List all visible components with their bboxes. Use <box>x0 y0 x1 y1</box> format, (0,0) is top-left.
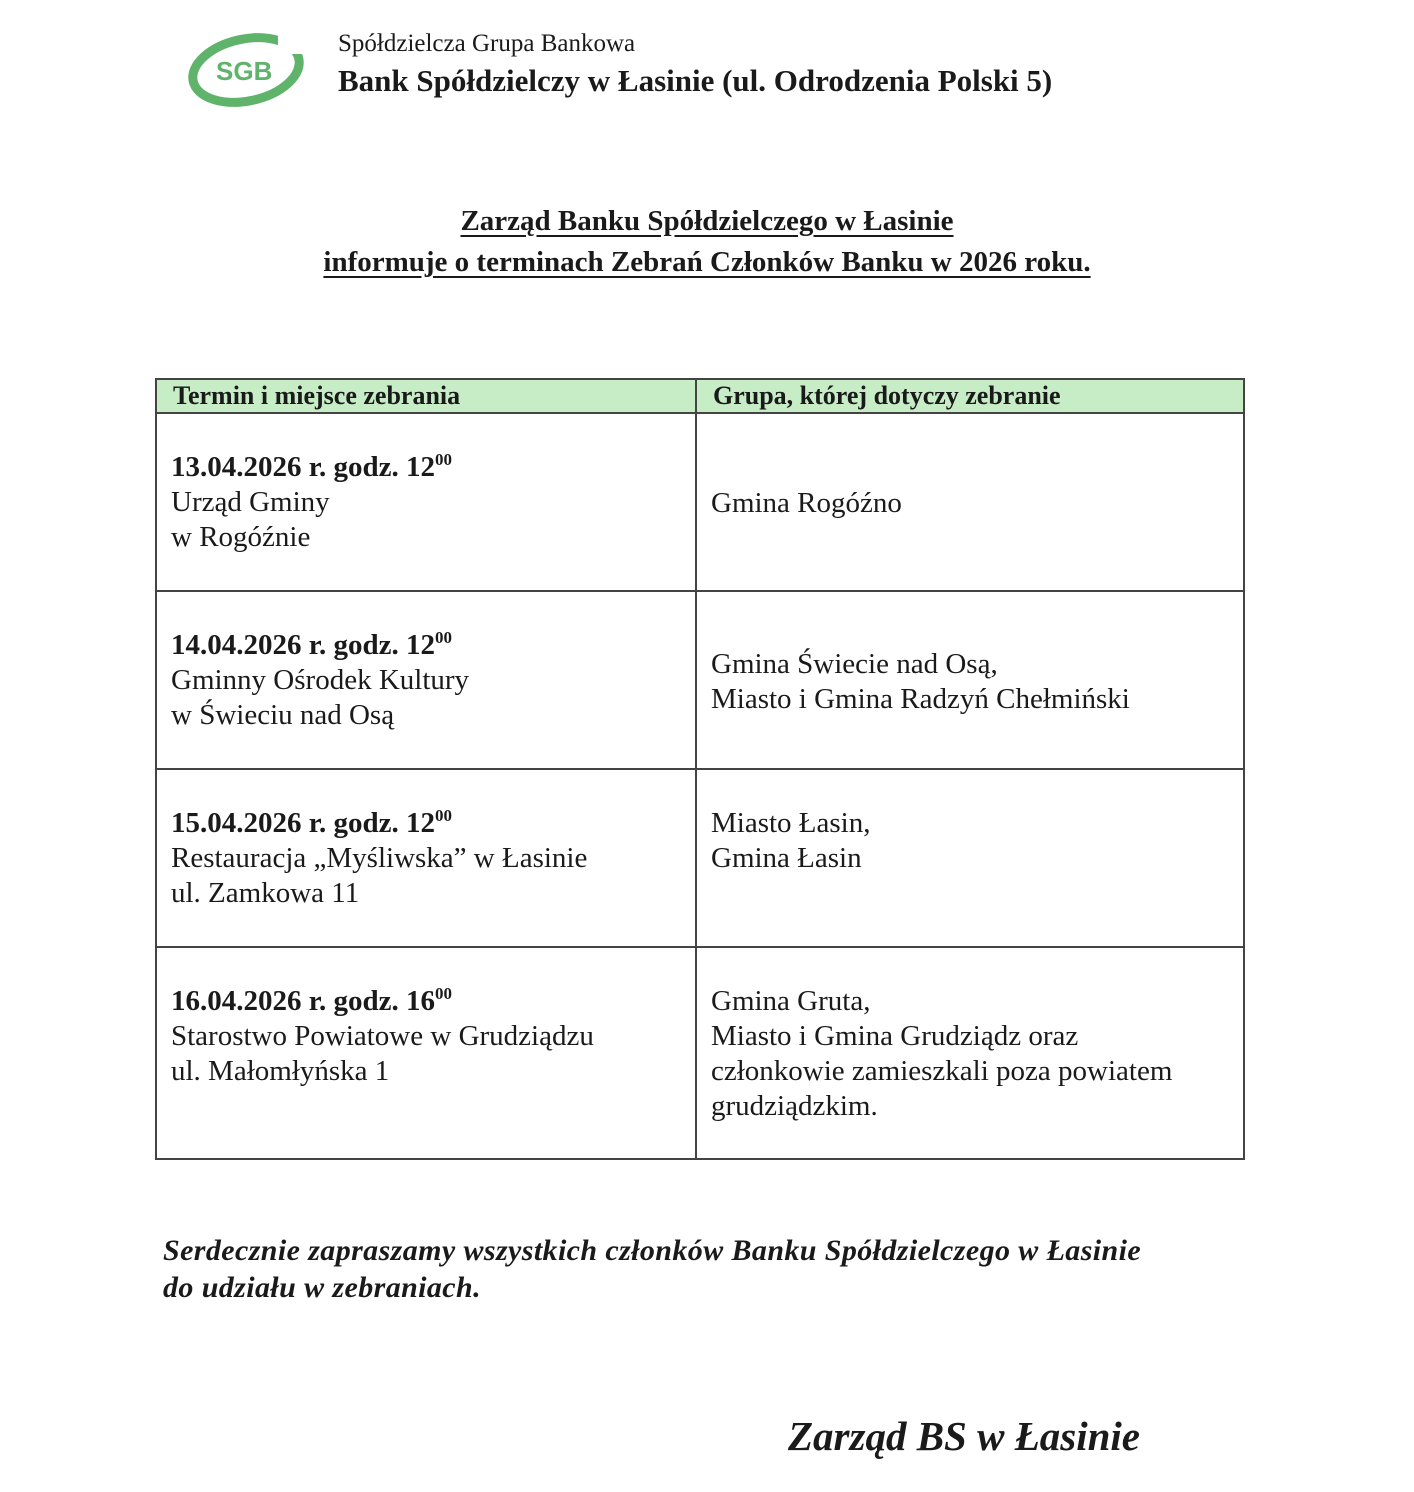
group-text: Gmina Łasin <box>711 842 862 874</box>
meeting-place: Starostwo Powiatowe w Grudziądzu <box>171 1020 594 1052</box>
table-row <box>156 413 1244 591</box>
meeting-datetime: 14.04.2026 r. godz. $12^{00}$ <box>171 628 452 661</box>
meeting-datetime: 16.04.2026 r. godz. $16^{00}$ <box>171 984 452 1017</box>
meeting-datetime: 15.04.2026 r. godz. $12^{00}$ <box>171 806 452 839</box>
invitation-text <box>163 1232 1141 1306</box>
group-text: Miasto Łasin, <box>711 807 871 839</box>
group-cell <box>696 591 1244 769</box>
group-cell <box>696 413 1244 591</box>
meeting-place: ul. Małomłyńska 1 <box>171 1055 390 1087</box>
invitation-line: do udziału w zebraniach. <box>163 1271 482 1304</box>
meeting-place: Restauracja „Myśliwska” w Łasinie <box>171 842 588 874</box>
signature: Zarząd BS w Łasinie <box>788 1413 1140 1459</box>
title-line-1: Zarząd Banku Spółdzielczego w Łasinie <box>460 205 954 237</box>
meeting-place: w Rogóźnie <box>171 521 311 553</box>
meeting-place: Urząd Gminy <box>171 486 330 518</box>
meeting-place: Gminny Ośrodek Kultury <box>171 664 470 696</box>
title-line-2: informuje o terminach Zebrań Członków Banku w 2026 roku. <box>323 246 1091 278</box>
meetings-table <box>155 378 1245 1160</box>
group-name: Spółdzielcza Grupa Bankowa <box>338 30 636 57</box>
group-text: Miasto i Gmina Radzyń Chełmiński <box>711 683 1130 715</box>
term-place-cell <box>156 769 696 947</box>
group-cell <box>696 947 1244 1159</box>
logo-text: SGB <box>216 56 273 86</box>
header-group: Grupa, której dotyczy zebranie <box>696 379 1244 413</box>
group-text: grudziądzkim. <box>711 1090 878 1122</box>
group-text: Miasto i Gmina Grudziądz oraz <box>711 1020 1079 1052</box>
group-text: Gmina Rogóźno <box>711 487 902 519</box>
term-place-cell <box>156 413 696 591</box>
group-text: Gmina Świecie nad Osą, <box>711 648 998 680</box>
group-text: Gmina Gruta, <box>711 985 871 1017</box>
group-cell <box>696 769 1244 947</box>
sgb-logo <box>186 28 310 108</box>
term-place-cell <box>156 947 696 1159</box>
group-text: członkowie zamieszkali poza powiatem <box>711 1055 1173 1087</box>
meeting-place: w Świeciu nad Osą <box>171 699 395 731</box>
meeting-place: ul. Zamkowa 11 <box>171 877 360 909</box>
bank-name: Bank Spółdzielczy w Łasinie (ul. Odrodzenia Polski 5) <box>338 63 1053 98</box>
term-place-cell <box>156 591 696 769</box>
table-row <box>156 769 1244 947</box>
table-row <box>156 591 1244 769</box>
meeting-datetime: 13.04.2026 r. godz. $12^{00}$ <box>171 450 452 483</box>
invitation-line: Serdecznie zapraszamy wszystkich członków Banku Spółdzielczego w Łasinie <box>163 1234 1142 1267</box>
header-term-place: Termin i miejsce zebrania <box>156 379 696 413</box>
table-header-row <box>156 379 1244 413</box>
table-row <box>156 947 1244 1159</box>
